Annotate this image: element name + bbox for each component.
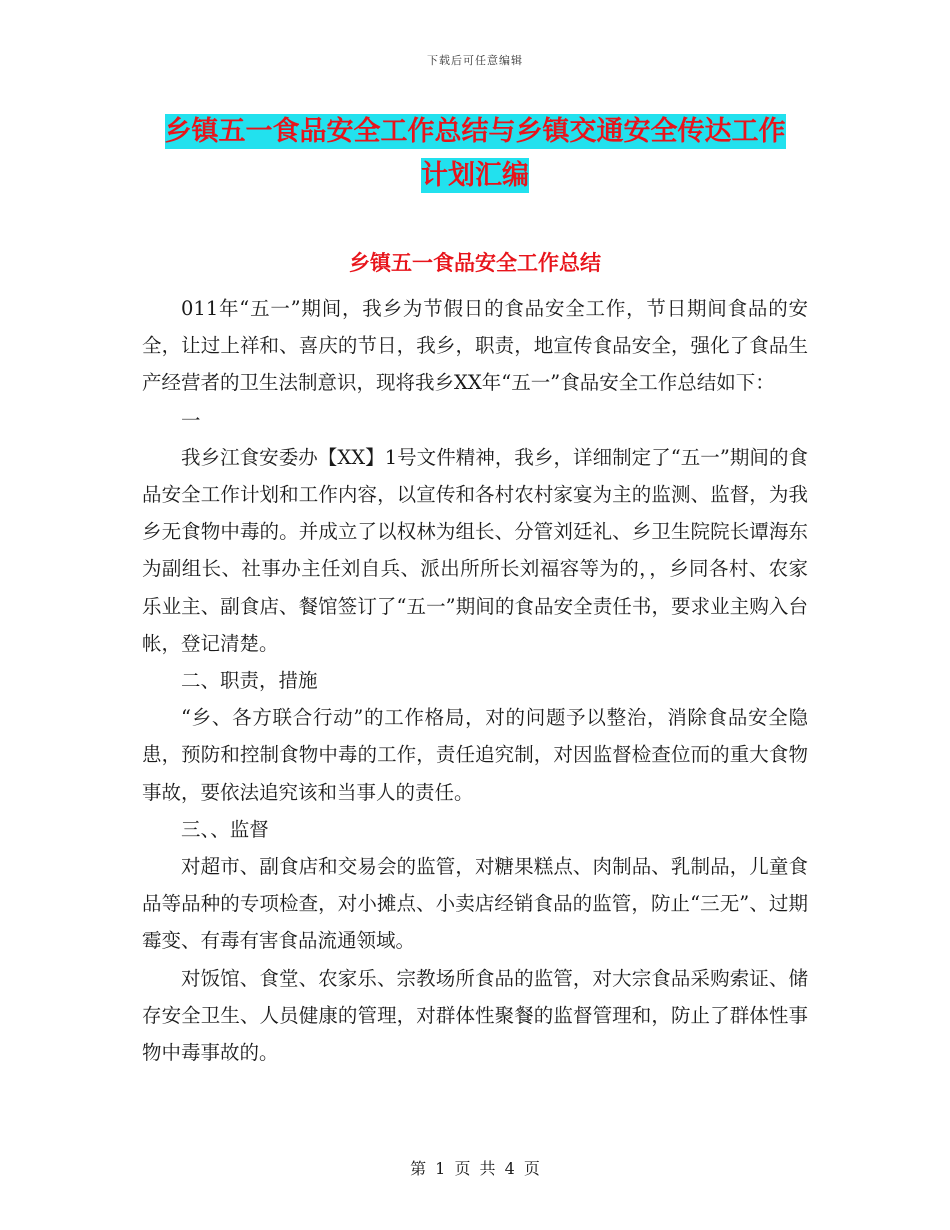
page-number-footer: 第 1 页 共 4 页 xyxy=(410,1159,540,1178)
paragraph-intro: 011年“五一”期间，我乡为节假日的食品安全工作，节日期间食品的安全，让过上祥和、喜庆的节日，我乡，职责，地宣传食品安全，强化了食品生产经营者的卫生法制意识，现将我乡XX年“五一”食品安全工作总结如下： xyxy=(142,297,808,395)
paragraph-heading-3: 三、、监督 xyxy=(181,817,269,841)
paragraph-2: “乡、各方联合行动”的工作格局，对的问题予以整治，消除食品安全隐患，预防和控制食物中毒的工作，责任追究制，对因监督检查位而的重大食物事故，要依法追究该和当事人的责任。 xyxy=(142,706,808,804)
document-title-line-2: 计划汇编 xyxy=(421,160,529,191)
paragraph-heading-1: 一 xyxy=(181,408,201,432)
paragraph-4: 对饭馆、食堂、农家乐、宗教场所食品的监管，对大宗食品采购索证、储存安全卫生、人员健康的管理，对群体性聚餐的监督管理和，防止了群体性事物中毒事故的。 xyxy=(142,966,808,1065)
paragraph-1: 我乡江食安委办【XX】1号文件精神，我乡，详细制定了“五一”期间的食品安全工作计划和工作内容，以宣传和各村农村家宴为主的监测、监督，为我乡无食物中毒的。并成立了以权林为组长、分管刘廷礼、乡卫生院院长谭海东为副组长、社事办主任刘自兵、派出所所长刘福容等为的，，乡同各村、农家乐业主、副食店、餐馆签订了“五一”期间的食品安全责任书，要求业主购入台帐，登记清楚。 xyxy=(142,445,808,655)
document-body xyxy=(142,290,808,1071)
paragraph-3: 对超市、副食店和交易会的监管，对糖果糕点、肉制品、乳制品，儿童食品等品种的专项检查，对小摊点、小卖店经销食品的监管，防止“三无”、过期霉变、有毒有害食品流通领域。 xyxy=(142,855,808,953)
header-note: 下载后可任意编辑 xyxy=(427,54,523,67)
document-title xyxy=(140,110,810,198)
section-title: 乡镇五一食品安全工作总结 xyxy=(349,251,601,275)
document-title-line-1: 乡镇五一食品安全工作总结与乡镇交通安全传达工作 xyxy=(164,116,786,147)
paragraph-heading-2: 二、职责，措施 xyxy=(181,669,318,693)
